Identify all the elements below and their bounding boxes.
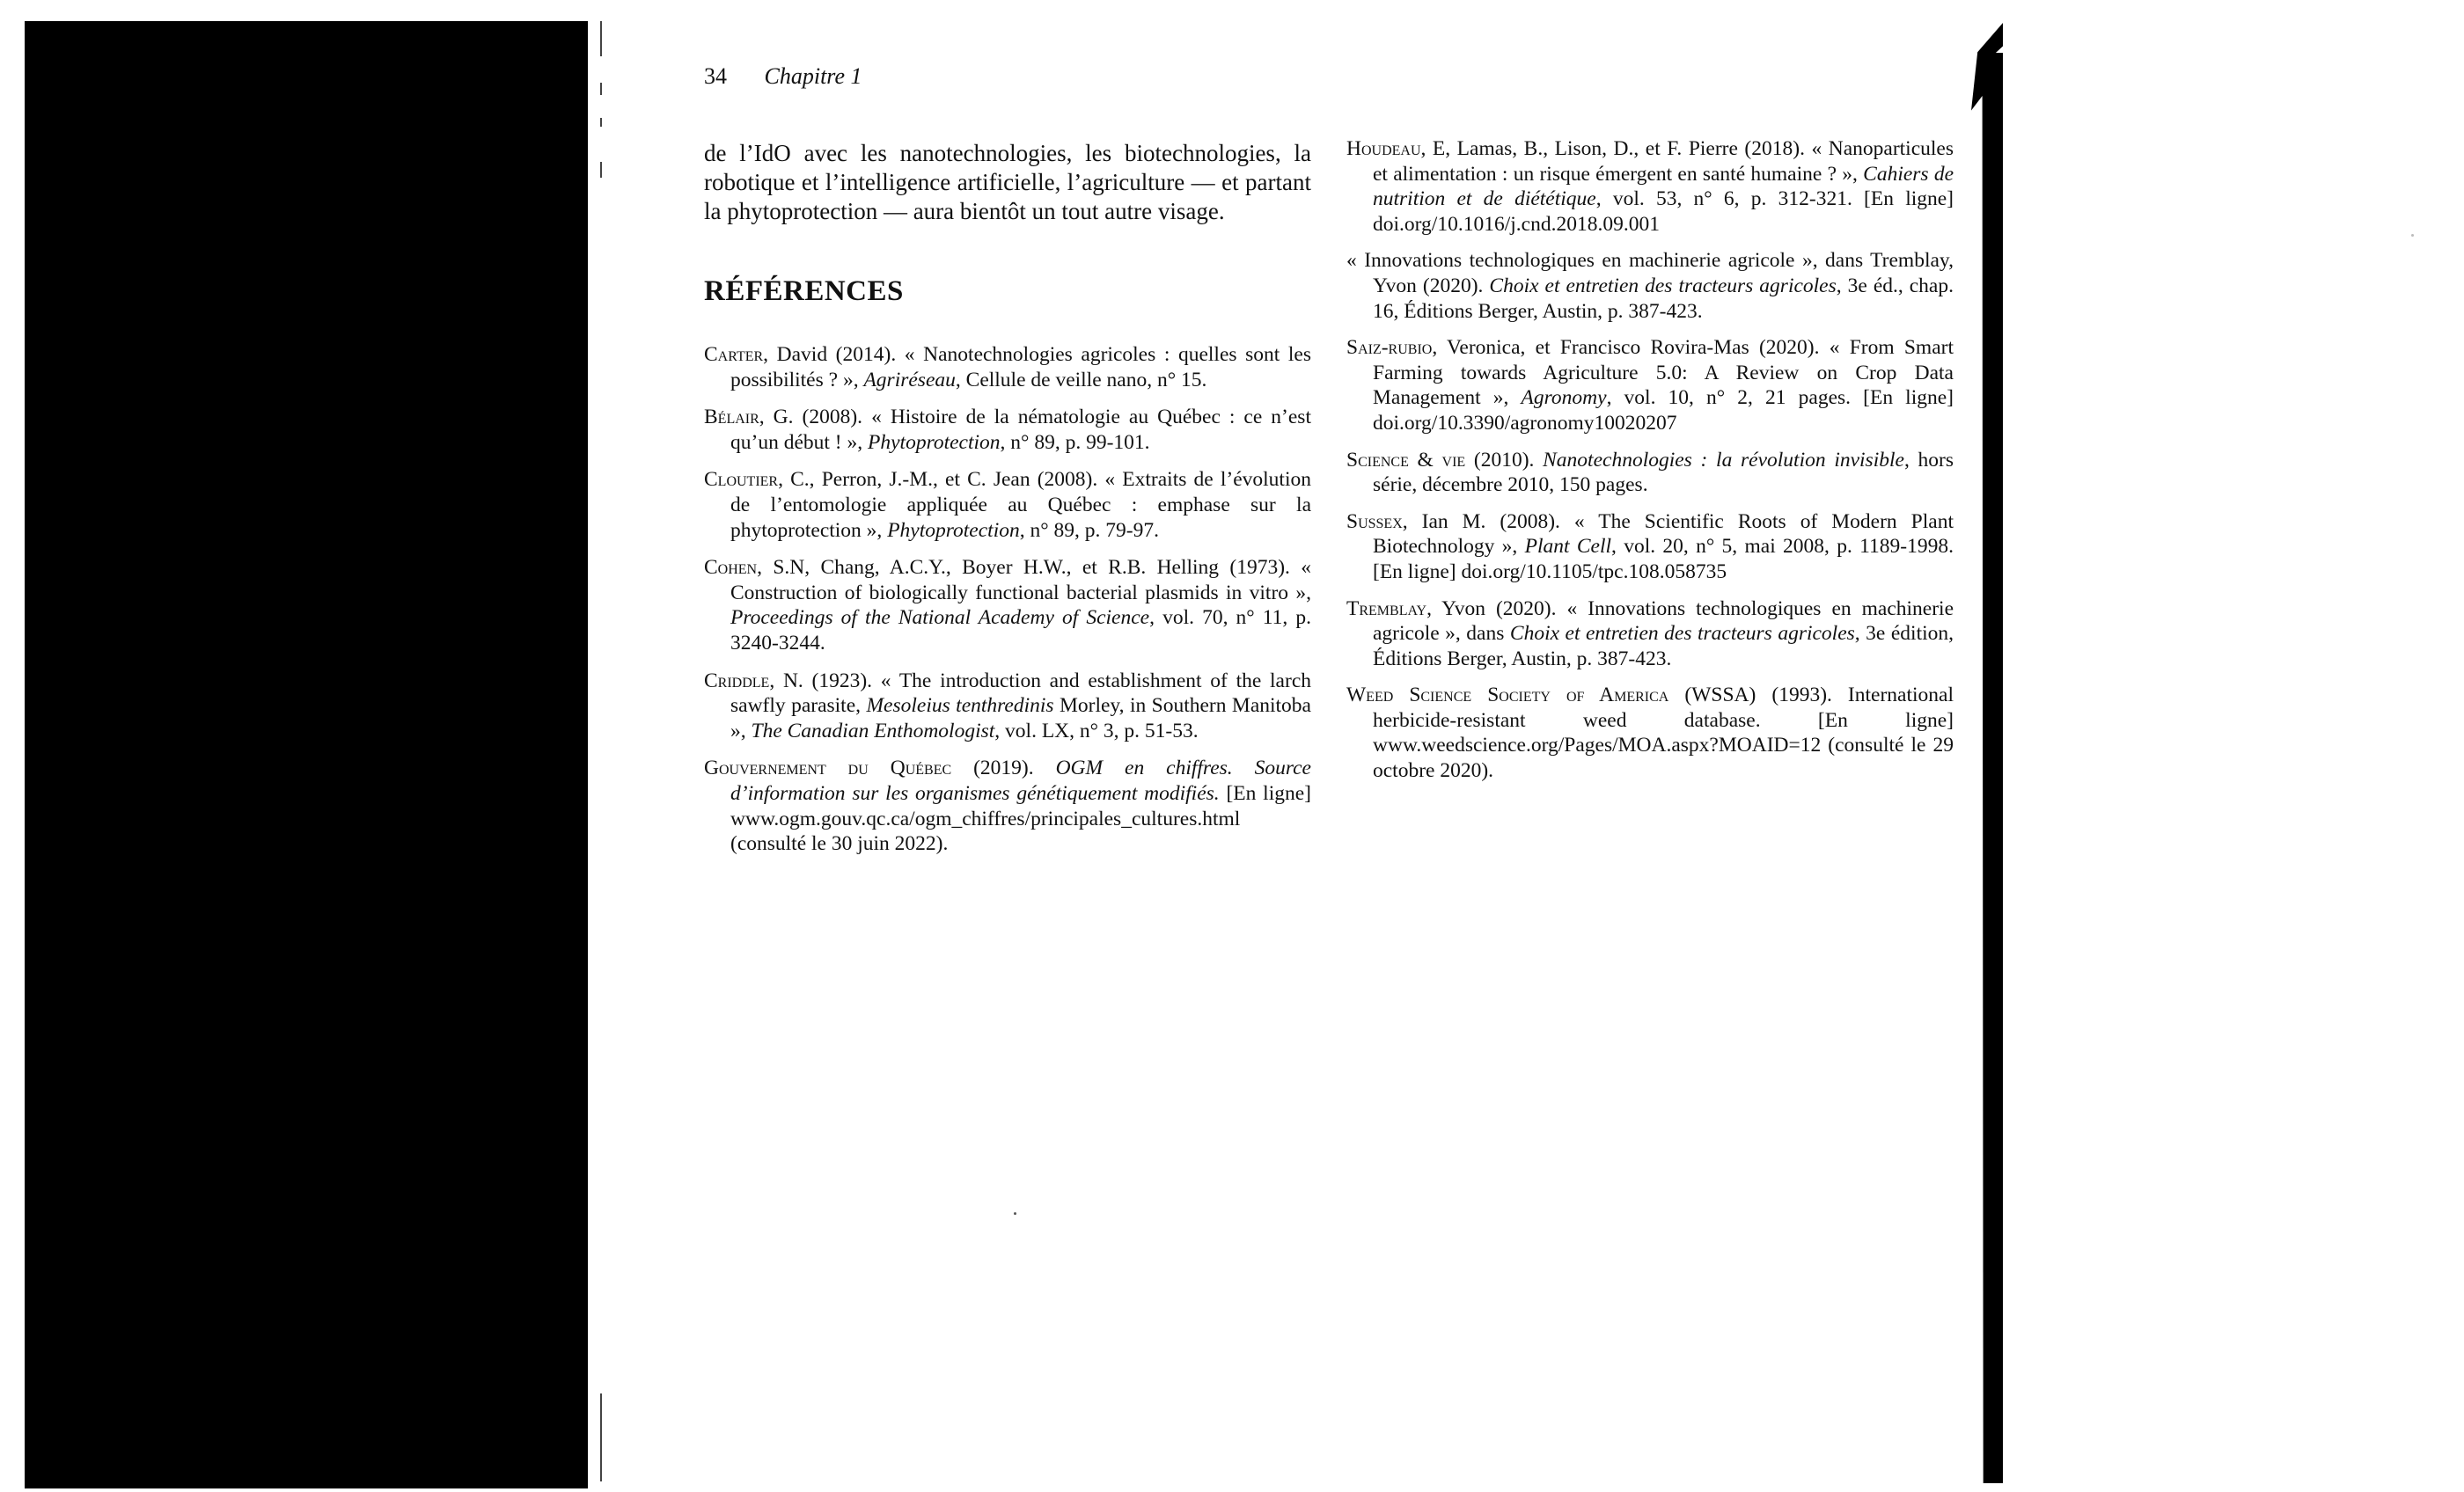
reference-text: [En ligne] www.ogm.gouv.qc.ca/ogm_chiffres/principales_cultures.html (consulté le 30 juin 2022).: [730, 781, 1311, 856]
reference-text: David (2014). « Nanotechnologies agricoles : quelles sont les possibilités ? »,: [730, 343, 1311, 391]
reference-author: Carter,: [704, 343, 769, 366]
reference-entry: [1346, 509, 1954, 585]
intro-paragraph: de l’IdO avec les nanotechnologies, les biotechnologies, la robotique et l’intelligence artificielle, l’agriculture — et partant la phytoprotection — aura bientôt un tout autre visage.: [704, 140, 1311, 224]
reference-title-italic: Mesoleius tenthredinis: [866, 694, 1054, 718]
page-header: [704, 62, 862, 91]
reference-entry: [704, 669, 1311, 744]
reference-author: Science & vie: [1346, 448, 1466, 472]
reference-entry: [704, 756, 1311, 856]
reference-title-italic: Phytoprotection: [887, 518, 1020, 542]
page-number: 34: [704, 63, 727, 89]
reference-text: , vol. 10, n° 2, 21 pages. [En ligne] doi.org/10.3390/agronomy10020207: [1373, 386, 1954, 435]
reference-title-italic: OGM en chiffres. Source d’information sur les organismes génétiquement modifiés.: [730, 757, 1311, 805]
reference-entry: [1346, 248, 1954, 324]
reference-text: , vol. 70, n° 11, p. 3240-3244.: [730, 606, 1311, 655]
reference-text: , hors série, décembre 2010, 150 pages.: [1373, 448, 1954, 497]
reference-text: , vol. LX, n° 3, p. 51-53.: [994, 719, 1199, 742]
reference-author: Bélair,: [704, 406, 765, 429]
reference-entry: [704, 405, 1311, 455]
reference-title-italic: Cahiers de nutrition et de diététique: [1373, 162, 1954, 211]
reference-title-italic: Choix et entretien des tracteurs agricoles: [1489, 274, 1837, 297]
reference-title-italic: Agronomy: [1521, 386, 1607, 410]
section-title: RÉFÉRENCES: [704, 275, 904, 307]
scan-speck: [2411, 234, 2414, 237]
reference-entry: [1346, 596, 1954, 672]
chapter-title: Chapitre 1: [764, 63, 862, 89]
reference-title-italic: Proceedings of the National Academy of Science: [730, 606, 1150, 630]
reference-entry: [1346, 683, 1954, 783]
reference-entry: [704, 342, 1311, 392]
reference-entry: [1346, 448, 1954, 498]
reference-text: G. (2008). « Histoire de la nématologie au Québec : ce n’est qu’un début ! »,: [730, 406, 1311, 454]
right-column: [1346, 136, 1954, 795]
reference-text: N. (1923). « The introduction and establishment of the larch sawfly parasite,: [730, 669, 1311, 718]
reference-author: Cloutier,: [704, 468, 783, 492]
reference-text: C., Perron, J.-M., et C. Jean (2008). « Extraits de l’évolution de l’entomologie appliquée au Québec : emphase sur la phytoprotection »,: [730, 468, 1311, 542]
reference-text: E, Lamas, B., Lison, D., et F. Pierre (2018). « Nanoparticules et alimentation : un risque émergent en santé humaine ? »,: [1373, 137, 1954, 186]
reference-text: (2019).: [951, 757, 1056, 780]
reference-text: (2010).: [1465, 448, 1544, 472]
reference-text: Veronica, et Francisco Rovira-Mas (2020). « From Smart Farming towards Agriculture 5.0: A Review on Crop Data Management »,: [1373, 336, 1954, 410]
reference-title-italic: The Canadian Enthomologist: [751, 719, 995, 742]
scan-speck: [1014, 1212, 1016, 1215]
reference-text: , vol. 53, n° 6, p. 312-321. [En ligne] doi.org/10.1016/j.cnd.2018.09.001: [1373, 187, 1954, 236]
reference-list-left: [704, 342, 1311, 857]
reference-entry: [704, 467, 1311, 543]
reference-title-italic: Phytoprotection: [868, 430, 1001, 454]
gutter-marks: [597, 21, 607, 1481]
reference-list-right: [1346, 136, 1954, 784]
reference-text: Yvon (2020). « Innovations technologiques en machinerie agricole », dans: [1373, 596, 1954, 646]
scan-binding-shadow-left: [25, 21, 588, 1488]
reference-author: Sussex,: [1346, 509, 1408, 533]
reference-text: Ian M. (2008). « The Scientific Roots of Modern Plant Biotechnology »,: [1373, 509, 1954, 559]
reference-author: Tremblay,: [1346, 596, 1432, 620]
reference-text: Morley, in Southern Manitoba »,: [730, 694, 1311, 742]
reference-entry: [1346, 136, 1954, 237]
reference-author: Weed Science Society of America: [1346, 684, 1669, 707]
reference-entry: [704, 555, 1311, 655]
reference-title-italic: Choix et entretien des tracteurs agricoles: [1509, 622, 1855, 646]
reference-text: « Innovations technologiques en machinerie agricole », dans Tremblay, Yvon (2020).: [1346, 249, 1954, 297]
reference-text: , 3e édition, Éditions Berger, Austin, p. 387-423.: [1373, 622, 1954, 670]
reference-text: , vol. 20, n° 5, mai 2008, p. 1189-1998. [En ligne] doi.org/10.1105/tpc.108.058735: [1373, 535, 1954, 583]
reference-author: Saiz-rubio,: [1346, 336, 1438, 360]
reference-text: , Cellule de veille nano, n° 15.: [955, 368, 1207, 391]
scan-edge-bar-right: [1987, 53, 2003, 1483]
reference-text: , 3e éd., chap. 16, Éditions Berger, Austin, p. 387-423.: [1373, 274, 1954, 323]
left-column: [704, 139, 1311, 869]
reference-author: Criddle,: [704, 669, 775, 692]
reference-title-italic: Plant Cell: [1524, 535, 1612, 559]
reference-entry: [1346, 335, 1954, 435]
reference-text: (WSSA) (1993). International herbicide-resistant weed database. [En ligne] www.weedscience.org/Pages/MOA.aspx?MOAID=12 (consulté le 29 octobre 2020).: [1373, 684, 1954, 783]
reference-author: Houdeau,: [1346, 137, 1426, 160]
reference-author: Gouvernement du Québec: [704, 757, 952, 780]
reference-title-italic: Nanotechnologies : la révolution invisible: [1543, 448, 1904, 472]
reference-title-italic: Agriréseau: [863, 368, 956, 391]
reference-text: , n° 89, p. 79-97.: [1019, 518, 1159, 542]
reference-text: , n° 89, p. 99-101.: [1000, 430, 1150, 454]
reference-text: S.N, Chang, A.C.Y., Boyer H.W., et R.B. Helling (1973). « Construction of biologically functional bacterial plasmids in vitro »,: [730, 556, 1311, 604]
reference-author: Cohen,: [704, 556, 762, 580]
